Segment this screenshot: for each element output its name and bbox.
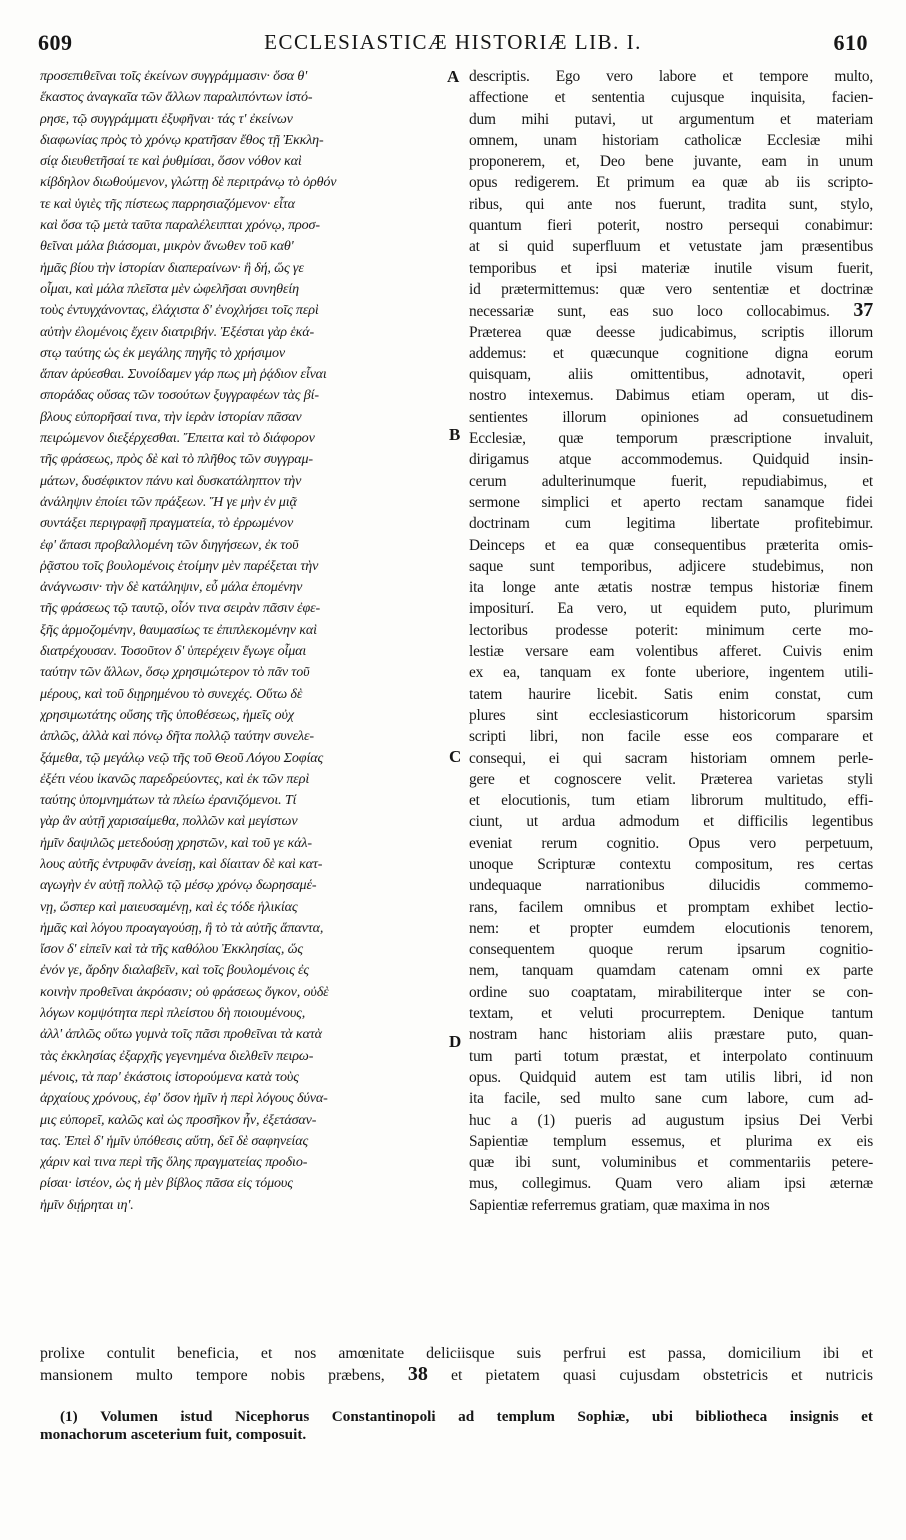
latin-line-text: opus redigerem. Et primum ea quæ ab iis scripto- (469, 174, 873, 192)
latin-line-text: tum parti totum præstat, et interpolato continuum (469, 1047, 873, 1065)
latin-line-text: opus. Quidquid autem est tam utilis libri, id non (469, 1068, 873, 1086)
latin-line (469, 1110, 873, 1131)
latin-line-text: ita longe ante ætatis nostræ tempus historiæ finem (469, 579, 873, 597)
latin-line (469, 385, 873, 406)
latin-line (469, 982, 873, 1003)
latin-line (469, 960, 873, 981)
greek-line: ῥᾷστου τοῖς βουλομένοις ἑτοίμην μὲν παρέξεται τὴν (40, 557, 319, 574)
latin-line-text: omnem, unam historiam catholicæ Ecclesiæ mihi (469, 131, 873, 149)
column-number-38: 38 (407, 1363, 428, 1385)
latin-line (469, 258, 873, 279)
latin-line (469, 130, 873, 151)
latin-line-text: cerum adulterinumque fuerit, repudiabimus, et (469, 472, 873, 490)
latin-line (469, 641, 873, 662)
margin-letter-b: B (449, 425, 461, 444)
latin-line-text: eveniat rerum cognitio. Opus vero perpetuum, (469, 834, 873, 852)
greek-line: θεῖναι μάλα βιάσομαι, μικρὸν ἄνωθεν τοῦ καθ' (40, 238, 294, 255)
page-number-right: 610 (833, 30, 868, 55)
latin-line (469, 66, 873, 87)
latin-line-text: affectione et sententia cujusque inquisita, facien- (469, 89, 873, 107)
greek-line: σίᾳ διευθετῆσαί τε καὶ ῥυθμίσαι, ὅσον νόθον καὶ (40, 153, 302, 170)
latin-line-text: tatem haurire licebit. Satis enim constat, cum (469, 685, 873, 703)
greek-line: μάτων, δυσέφικτον πάνυ καὶ δυσκατάληπτον τὴν (40, 472, 302, 489)
latin-line-text: textam, et veluti procurreptem. Denique tantum (469, 1005, 873, 1023)
latin-line-text: ciunt, ut ardua admodum et difficilis legentibus (469, 813, 873, 831)
latin-line-text: undequaque narrationibus dilucidis commemo- (469, 877, 873, 895)
latin-line-text: Ecclesiæ, quæ temporum præscriptione invaluit, (469, 430, 873, 448)
greek-line: ξῆς ἁρμοζομένην, θαυμασίως τε ἐπιπλεκομένην καὶ (40, 621, 317, 638)
latin-line-text: mus, collegimus. Quam vero aliam ipsi æternæ (469, 1175, 873, 1193)
latin-line-text: rans, facilem omnibus et promptam exhibet lectio- (469, 898, 873, 916)
footnote-line (40, 1426, 873, 1444)
latin-line-text: nem, tanquam quamdam catenam omni ex parte (469, 962, 873, 980)
full-width-line (40, 1364, 873, 1385)
latin-line (469, 236, 873, 257)
greek-line: ἡμῖν διῄρηται ιη'. (40, 1196, 134, 1213)
latin-line-text: quisquam, aliis omittentibus, adnotavit, operi (469, 366, 873, 384)
latin-line-text: doctrinam cum legitima libertate profitebimur. (469, 515, 873, 533)
full-width-text (40, 1343, 873, 1385)
latin-line (469, 854, 873, 875)
latin-line-text: Sapientiæ referremus gratiam, quæ maxima in nos (469, 1196, 770, 1214)
latin-line-text: id prætermittemus: quæ vero sententiæ et doctrinæ (469, 280, 873, 298)
latin-line-text: proponerem, et, Deo bene juvante, eam in unum (469, 153, 873, 171)
latin-line (469, 897, 873, 918)
margin-letter-d: D (449, 1032, 462, 1051)
latin-line (469, 1003, 873, 1024)
greek-line: ἐξέτι νέου ἱκανῶς παρεδρεύοντες, καὶ ἐκ τῶν περὶ (40, 770, 310, 787)
latin-line-text: Præterea quæ deesse judicabimus, scriptis illorum (469, 323, 873, 341)
latin-line (469, 556, 873, 577)
greek-line: γὰρ ἂν αὐτῇ χαρισαίμεθα, πολλῶν καὶ μεγίστων (40, 813, 298, 830)
latin-line (469, 1024, 873, 1045)
latin-line-text: plures sint ecclesiasticorum historicorum sparsim (469, 706, 873, 724)
latin-line-text: huc a (1) pueris ad augustum ipsius Dei Verbi (469, 1111, 873, 1129)
latin-line-text: quantum fieri poterit, nostro persequi conabimur: (469, 217, 873, 235)
latin-line (469, 279, 873, 300)
footnote-text: Volumen istud Nicephorus Constantinopoli ad templum Sophiæ, ubi bibliotheca insignis et (100, 1408, 873, 1425)
greek-line: τε καὶ ὑγιὲς τῆς πίστεως παρρησιαζόμενον· εἶτα (40, 195, 295, 212)
latin-line (469, 300, 873, 321)
latin-line (469, 513, 873, 534)
latin-line-text: sentientes illorum opiniones ad consuetudinem (469, 408, 873, 426)
full-width-line: prolixe contulit beneficia, et nos amœnitate deliciisque suis perfrui est passa, domicilium ibi et (40, 1345, 873, 1362)
latin-line (469, 1131, 873, 1152)
greek-line: ἀνάληψιν ἐποίει τῶν πράξεων. Ἥ γε μὴν ἐν μιᾷ (40, 493, 297, 510)
greek-line: κίβδηλον διωθούμενον, γλώττῃ δὲ περιτράνῳ τὸ ὀρθόν (40, 174, 337, 191)
latin-line-text: descriptis. Ego vero labore et tempore multo, (469, 68, 873, 85)
greek-line: ἐφ' ἅπασι προβαλλομένη τῶν διηγήσεων, ἐκ τοῦ (40, 536, 299, 553)
latin-line-text: consequi, ei qui sacram historiam omnem perle- (469, 749, 873, 767)
column-number-37: 37 (853, 300, 873, 322)
latin-line (469, 428, 873, 449)
footnote (40, 1408, 873, 1444)
latin-line (469, 151, 873, 172)
footnote-marker: (1) (60, 1408, 78, 1425)
latin-line (469, 343, 873, 364)
latin-line (469, 790, 873, 811)
greek-line: νῃ, ὥσπερ καὶ μαιευσαμένῃ, καὶ ἐς τόδε ἡλικίας (40, 898, 298, 915)
greek-line: στῳ ταύτης ὡς ἐκ μεγάλης πηγῆς τὸ χρήσιμον (40, 344, 285, 361)
footnote-text: monachorum asceterium fuit, composuit. (40, 1426, 307, 1443)
greek-line: χρησιμωτάτης οὔσης τῆς ὑποθέσεως, ἡμεῖς οὐχ (40, 706, 294, 723)
latin-line (469, 1046, 873, 1067)
greek-line: διατρέχουσαν. Τοσοῦτον δ' ὑπερέχειν ἔγωγε οἶμαι (40, 643, 307, 660)
latin-line-text: Sapientiæ templum essemus, et plurima ex eis (469, 1132, 873, 1150)
greek-line: σποράδας οὔσας τῶν τοσούτων ξυγγραφέων τὰς βί- (40, 387, 319, 404)
latin-line (469, 172, 873, 193)
margin-letter-c: C (449, 747, 462, 766)
latin-line (469, 109, 873, 130)
latin-line (469, 726, 873, 747)
latin-line (469, 87, 873, 108)
latin-line-text: et elocutionis, tum etiam librorum multitudo, effi- (469, 792, 873, 810)
greek-line: διαφωνίας πρὸς τὸ χρόνῳ κρατῆσαν ἔθος τῇ Ἐκκλη- (40, 131, 324, 148)
latin-line-text: saque sunt temporibus, adjicere studebimus, non (469, 557, 873, 575)
latin-line (469, 1067, 873, 1088)
latin-line-text: scripti libri, non facile esse eos comparare et (469, 728, 873, 746)
greek-line: τῆς φράσεως, πρὸς δὲ καὶ τὸ πλῆθος τῶν συγγραμ- (40, 451, 313, 468)
greek-column (40, 66, 442, 1216)
latin-line (469, 684, 873, 705)
running-header (38, 30, 868, 64)
greek-line: τὰς ἐκκλησίας ἐξαρχῆς γεγενημένα διελθεῖν πειρω- (40, 1047, 314, 1064)
latin-line-text: lestiæ versare eam volentibus afferet. Cuivis enim (469, 643, 873, 661)
latin-line (469, 577, 873, 598)
latin-line-text: Deinceps et ea quæ consequentibus præterita omis- (469, 536, 873, 554)
greek-line: λους αὐτῆς ἐντρυφᾶν ἀνείσῃ, καὶ δίαιταν δὲ καὶ κατ- (40, 855, 323, 872)
greek-line: αὐτὴν ἐλομένοις ἔχειν διατριβήν. Ἐξέσται γὰρ ἑκά- (40, 323, 315, 340)
latin-line-text: nostro intexemus. Dabimus etiam operam, ut dis- (469, 387, 873, 405)
latin-line-text: lectoribus prodesse poterit: minimum certe mo- (469, 621, 873, 639)
margin-letter-a: A (447, 67, 460, 86)
latin-line-text: nostram hanc historiam aliis præstare puto, quan- (469, 1026, 873, 1044)
greek-line: ξάμεθα, τῷ μεγάλῳ νεῷ τῆς τοῦ Θεοῦ Λόγου Σοφίας (40, 749, 324, 766)
greek-line: ἅπαν ἀρύεσθαι. Συνοίδαμεν γάρ πως μὴ ῥᾴδιον εἶναι (40, 366, 327, 383)
greek-line: ἡμῖν δαψιλῶς μετεδούσῃ χρηστῶν, καὶ τοῦ γε κάλ- (40, 834, 312, 851)
greek-line: μέρους, καὶ τοῦ διῃρημένου τὸ συνεχές. Οὕτω δὲ (40, 685, 303, 702)
latin-line (469, 1152, 873, 1173)
greek-line: βλους εὐπορῆσαί τινα, τὴν ἱερὰν ἱστορίαν πᾶσαν (40, 408, 302, 425)
latin-line-text: necessariæ sunt, eas suo loco collocabimus. (469, 303, 830, 321)
greek-line: κοινὴν προθεῖναι ἀκρόασιν; οὐ φράσεως ὄγκον, οὐδὲ (40, 983, 329, 1000)
greek-line: ρίσαι· ἰστέον, ὡς ἡ μὲν βίβλος πᾶσα εἰς τόμους (40, 1175, 293, 1192)
latin-line (469, 215, 873, 236)
greek-line: μένοις, τὰ παρ' ἑκάστοις ἱστορούμενα κατὰ τοὺς (40, 1068, 299, 1085)
latin-line (469, 1088, 873, 1109)
latin-line (469, 939, 873, 960)
greek-line: λόγων κομψότητα περὶ πλείστου δὴ ποιουμένους, (40, 1005, 306, 1022)
latin-line-text: impositurí. Ea vero, ut equidem puto, plurimum (469, 600, 873, 618)
latin-line-text: ribus, qui ante nos fuerunt, tradita sunt, stylo, (469, 195, 873, 213)
latin-line-text: dum mihi putavi, ut argumentum et materiam (469, 110, 873, 128)
latin-line (469, 705, 873, 726)
latin-line-text: gere et cognoscere velit. Præterea varietas styli (469, 770, 873, 788)
latin-line (469, 620, 873, 641)
greek-line: ἡμᾶς βίου τὴν ἱστορίαν διαπεραίνων· ἣ δή, ὥς γε (40, 259, 304, 276)
latin-line (469, 535, 873, 556)
latin-line (469, 471, 873, 492)
greek-line: ἕκαστος ἀναγκαῖα τῶν ἄλλων παραλιπόντων ἱστό- (40, 89, 313, 106)
greek-line: συντάξει περιγραφῇ πραγματεία, τὸ ἐρρωμένον (40, 515, 294, 532)
latin-line-text: consequentem quoque rerum ipsarum cognitio- (469, 941, 873, 959)
latin-line (469, 748, 873, 769)
full-width-line-start: mansionem multo tempore nobis præbens, (40, 1367, 385, 1384)
latin-line (469, 811, 873, 832)
greek-line: ἀνάγνωσιν· τὴν δὲ κατάληψιν, εὖ μάλα ἑπομένην (40, 579, 303, 596)
latin-line (469, 1173, 873, 1194)
footnote-line (40, 1408, 873, 1426)
greek-line: τῆς φράσεως τῷ ταυτῷ, οἷόν τινα σειρὰν πᾶσιν ἐφε- (40, 600, 321, 617)
latin-column (469, 66, 873, 1216)
full-width-line-end: et pietatem quasi cujusdam obstetricis et nutricis (450, 1367, 873, 1384)
greek-line: ταύτης ὑπομνημάτων τὰ πλείω ἐρανιζόμενοι. Τί (40, 792, 297, 809)
latin-line (469, 364, 873, 385)
latin-line (469, 194, 873, 215)
page-number-left: 609 (38, 30, 73, 55)
latin-line-text: dirigamus atque accommodemus. Quidquid insin- (469, 451, 873, 469)
greek-line: ρησε, τῷ συγγράμματι ἐξυφῆναι· τάς τ' ἐκείνων (40, 110, 293, 127)
greek-line: χάριν καὶ τινα περὶ τῆς ὅλης πραγματείας προδιο- (40, 1154, 308, 1171)
greek-line: πειρώμενον διεξέρχεσθαι. Ἔπειτα καὶ τὸ διάφορον (40, 430, 315, 447)
running-title: ECCLESIASTICÆ HISTORIÆ LIB. I. (264, 30, 642, 54)
latin-line (469, 598, 873, 619)
latin-line (469, 875, 873, 896)
greek-line: αγωγὴν ἐν αὐτῇ πολλῷ τῷ μέσῳ χρόνῳ δωρησαμέ- (40, 877, 317, 894)
latin-line (469, 662, 873, 683)
latin-line-text: sermone simplici et aperto rectam sanamque fidei (469, 493, 873, 511)
greek-line: καὶ ὅσα τῷ μετὰ ταῦτα παραλέλειπται χρόνῳ, προσ- (40, 217, 320, 234)
latin-line-text: at si quid superfluum et vetustate jam præsentibus (469, 238, 873, 256)
latin-line (469, 918, 873, 939)
latin-line-text: addemus: et quæcunque cognitione digna eorum (469, 344, 873, 362)
greek-line: μις εὐπορεῖ, καλῶς καὶ ὡς προσῆκον ἦν, ἐξετάσαν- (40, 1111, 317, 1128)
greek-line: τας. Ἐπεὶ δ' ἡμῖν ὑπόθεσις αὕτη, δεῖ δὲ σαφηνείας (40, 1132, 309, 1149)
latin-line (469, 407, 873, 428)
latin-line-text: unoque Scripturæ contextu compositum, res certas (469, 855, 873, 873)
greek-line: ταύτην τῶν ἄλλων, ὅσῳ χρησιμώτερον τὸ πᾶν τοῦ (40, 664, 310, 681)
greek-line: προσεπιθεῖναι τοῖς ἐκείνων συγγράμμασιν· ὅσα θ' (40, 68, 308, 84)
greek-line: ἡμᾶς καὶ λόγου προαγαγούσῃ, ἢ τὸ τὰ αὐτῆς ἅπαντα, (40, 919, 324, 936)
latin-line-text: ita facile, sed multo sane cum labore, cum ad- (469, 1090, 873, 1108)
greek-line: οἶμαι, καὶ μάλα πλεῖστα μὲν ὠφελῆσαι συνηθείη (40, 280, 299, 297)
greek-line: ἀλλ' ἁπλῶς οὕτω γυμνὰ τοῖς πᾶσι προθεῖναι τὰ κατὰ (40, 1026, 322, 1043)
greek-line: ἁπλῶς, ἀλλὰ καὶ πόνῳ δῆτα πολλῷ ταύτην συνελε- (40, 728, 314, 745)
latin-line (469, 492, 873, 513)
latin-line (469, 1195, 873, 1216)
greek-line: ἴσον δ' εἰπεῖν καὶ τὰ τῆς καθόλου Ἐκκλησίας, ὥς (40, 941, 303, 958)
greek-line: ἀρχαίους χρόνους, ἐφ' ὅσον ἡμῖν ἡ περὶ λόγους δύνα- (40, 1090, 328, 1107)
latin-line (469, 322, 873, 343)
latin-line-text: nem: et propter eumdem elocutionis tenorem, (469, 919, 873, 937)
latin-line-text: ex ea, tanquam ex fonte uberiore, ingentem utili- (469, 664, 873, 682)
latin-line (469, 769, 873, 790)
latin-line (469, 833, 873, 854)
latin-line-text: ordine suo coaptatam, mirabiliterque inter se con- (469, 983, 873, 1001)
latin-line-text: quæ ibi sunt, voluminibus et commentariis petere- (469, 1154, 873, 1172)
latin-line-text: temporibus et ipsi materiæ inutile visum fuerit, (469, 259, 873, 277)
greek-line: τοὺς ἐντυγχάνοντας, ἐλάχιστα δ' ἐνοχλήσει τοῖς περὶ (40, 302, 319, 319)
greek-line: ἐνόν γε, ἄρδην διαλαβεῖν, καὶ τοῖς βουλομένοις ἐς (40, 962, 309, 979)
latin-line (469, 449, 873, 470)
